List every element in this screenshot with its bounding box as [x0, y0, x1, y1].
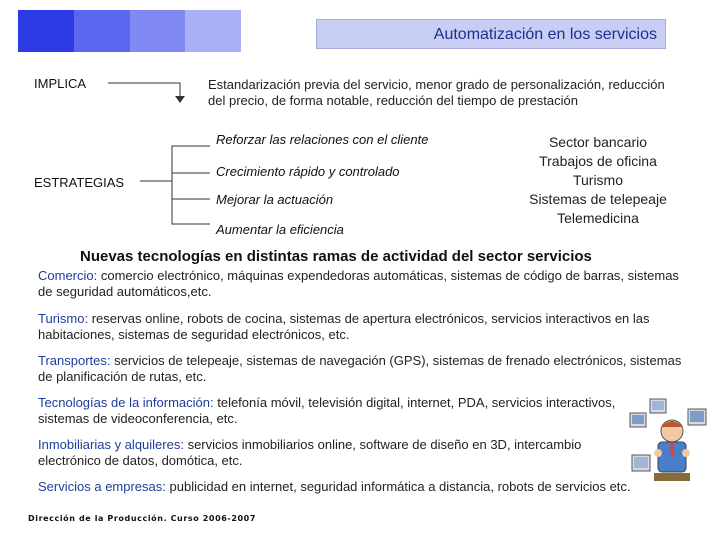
paragraph-text: publicidad en internet, seguridad informática a distancia, robots de servicios etc.	[165, 479, 631, 494]
sector-item: Trabajos de oficina	[539, 153, 657, 169]
paragraph-key: Tecnologías de la información:	[38, 395, 214, 410]
paragraph-text: servicios inmobiliarios online, software de diseño en 3D, intercambio electrónico de datos, domótica, etc.	[38, 437, 582, 468]
sector-paragraph-comercio	[38, 268, 686, 300]
office-worker-clipart	[628, 395, 712, 495]
sector-item: Sector bancario	[548, 134, 648, 150]
arrow-down-icon	[175, 96, 185, 103]
sector-item: Telemedicina	[557, 210, 639, 226]
strategy-item: Crecimiento rápido y controlado	[216, 164, 400, 179]
paragraph-text: telefonía móvil, televisión digital, internet, PDA, servicios interactivos, sistemas de videoconferencia, etc.	[38, 395, 616, 426]
section-heading: Nuevas tecnologías en distintas ramas de actividad del sector servicios	[80, 248, 592, 265]
sector-paragraph-turismo	[38, 311, 686, 343]
paragraph-text: comercio electrónico, máquinas expendedoras automáticas, sistemas de código de barras, sistemas de seguridad automáticos,etc.	[38, 268, 679, 299]
sector-paragraph-transportes	[38, 353, 686, 385]
sector-paragraph-inmobiliarias	[38, 437, 628, 469]
sector-paragraph-tecnologias	[38, 395, 666, 427]
estrategias-label: ESTRATEGIAS	[34, 175, 125, 190]
page-title: Automatización en los servicios	[433, 26, 657, 43]
paragraph-text: reservas online, robots de cocina, sistemas de apertura electrónicos, servicios interactivos en las habitaciones, sistemas de seguridad electrónicos, etc.	[38, 311, 650, 342]
paragraph-key: Inmobiliarias y alquileres:	[38, 437, 184, 452]
paragraph-key: Transportes:	[38, 353, 111, 368]
implica-label: IMPLICA	[34, 76, 87, 91]
strategy-item: Aumentar la eficiencia	[216, 222, 344, 237]
paragraph-key: Servicios a empresas:	[38, 479, 166, 494]
paragraph-key: Turismo:	[38, 311, 89, 326]
strategy-item: Mejorar la actuación	[216, 192, 334, 207]
strategy-item: Reforzar las relaciones con el cliente	[216, 132, 429, 147]
footer-text: Dirección de la Producción. Curso 2006-2007	[28, 514, 256, 523]
sector-list	[508, 133, 688, 228]
implica-text: Estandarización previa del servicio, menor grado de personalización, reducción del precio, de forma notable, reducción del tiempo de prestación	[208, 77, 665, 108]
sector-item: Sistemas de telepeaje	[529, 191, 667, 207]
paragraph-text: servicios de telepeaje, sistemas de navegación (GPS), sistemas de frenado electrónicos, sistemas de planificación de rutas, etc.	[38, 353, 682, 384]
sector-item: Turismo	[572, 172, 624, 188]
sector-paragraph-servicios-empresas	[38, 479, 686, 495]
paragraph-key: Comercio:	[38, 268, 98, 283]
